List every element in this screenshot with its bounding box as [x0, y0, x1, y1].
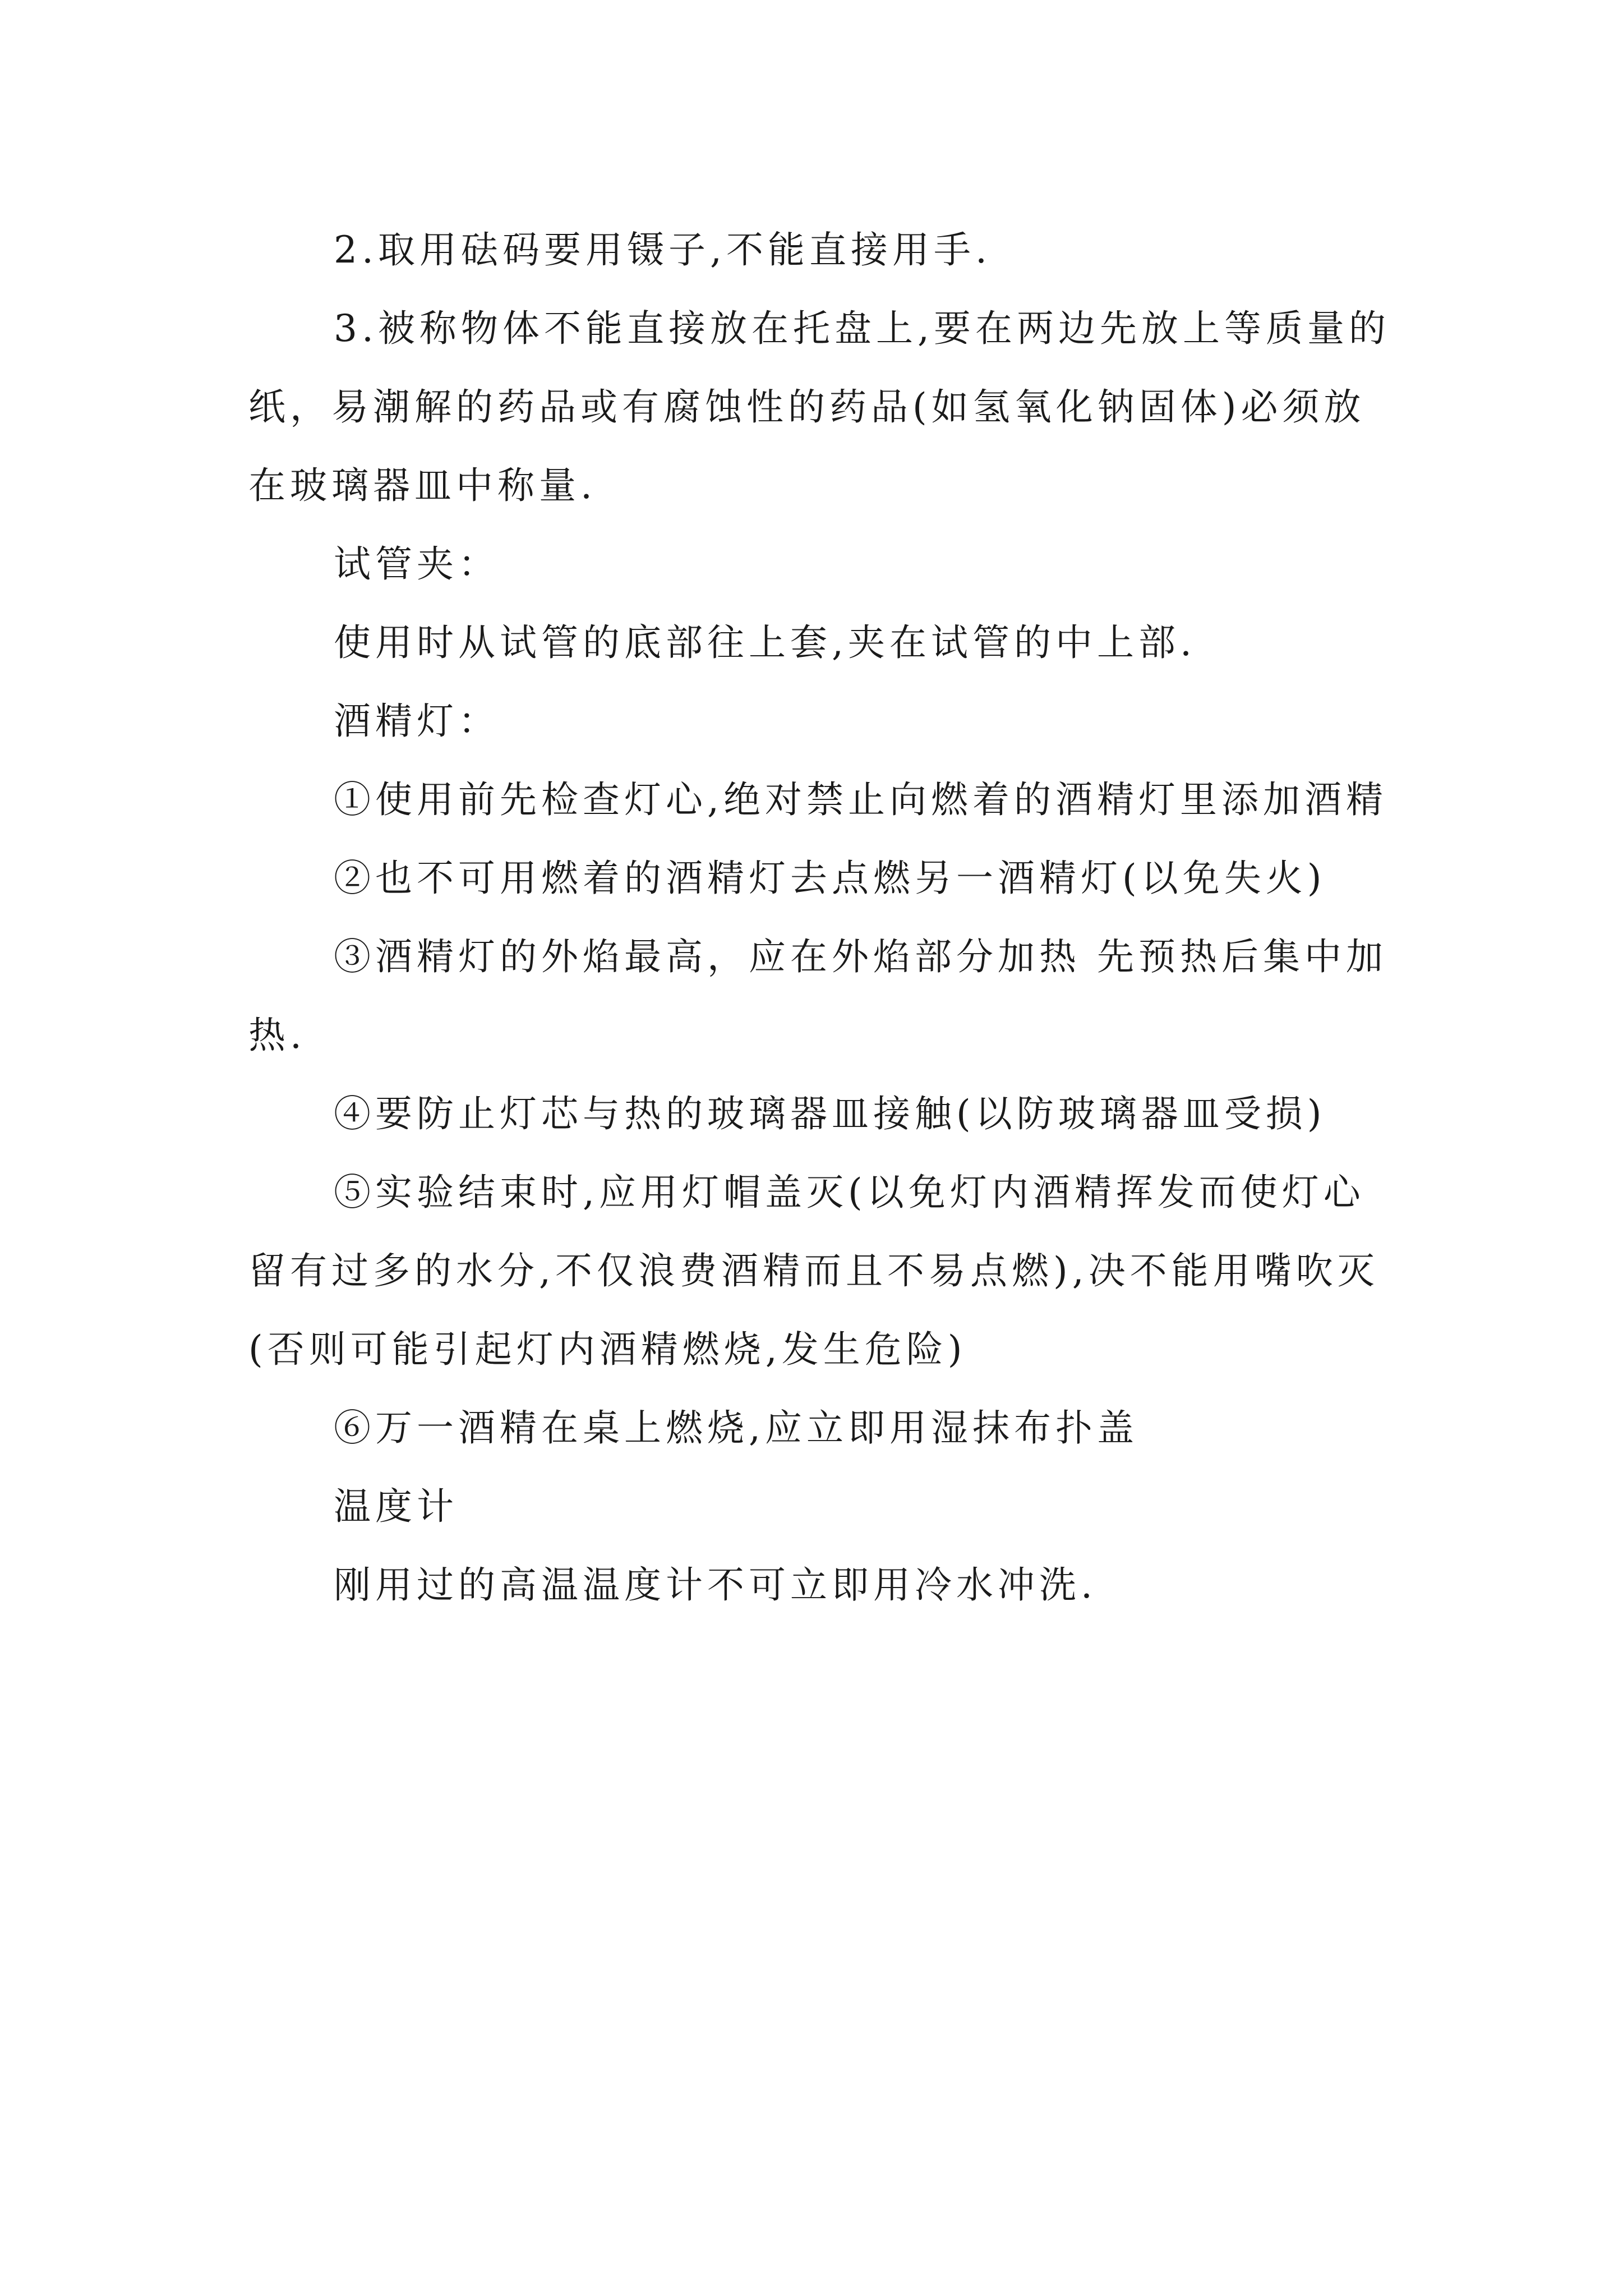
paragraph-lamp-rule-2: ②也不可用燃着的酒精灯去点燃另一酒精灯(以免失火) [334, 857, 1326, 900]
heading-alcohol-lamp: 酒精灯： [334, 700, 500, 743]
document-body [248, 211, 1393, 1625]
paragraph-balance-weighing: 3.被称物体不能直接放在托盘上,要在两边先放上等质量的纸，易潮解的药品或有腐蚀性的药品(如氢氧化钠固体)必须放在玻璃器皿中称量. [248, 307, 1390, 507]
paragraph-test-tube-clamp-usage: 使用时从试管的底部往上套,夹在试管的中上部. [334, 621, 1196, 664]
heading-thermometer: 温度计 [334, 1485, 458, 1528]
paragraph-lamp-rule-4: ④要防止灯芯与热的玻璃器皿接触(以防玻璃器皿受损) [334, 1092, 1326, 1135]
paragraph-lamp-rule-3: ③酒精灯的外焰最高，应在外焰部分加热 先预热后集中加热. [248, 935, 1387, 1057]
paragraph-balance-tweezers: 2.取用砝码要用镊子,不能直接用手. [334, 228, 992, 272]
paragraph-thermometer-usage: 刚用过的高温温度计不可立即用冷水冲洗. [334, 1563, 1097, 1607]
paragraph-lamp-rule-6: ⑥万一酒精在桌上燃烧,应立即用湿抹布扑盖 [334, 1406, 1138, 1450]
paragraph-lamp-rule-1: ①使用前先检查灯心,绝对禁止向燃着的酒精灯里添加酒精 [334, 778, 1387, 821]
paragraph-lamp-rule-5: ⑤实验结束时,应用灯帽盖灭(以免灯内酒精挥发而使灯心留有过多的水分,不仅浪费酒精而且不易点燃),决不能用嘴吹灭(否则可能引起灯内酒精燃烧,发生危险) [248, 1171, 1379, 1371]
heading-test-tube-clamp: 试管夹： [334, 542, 500, 586]
